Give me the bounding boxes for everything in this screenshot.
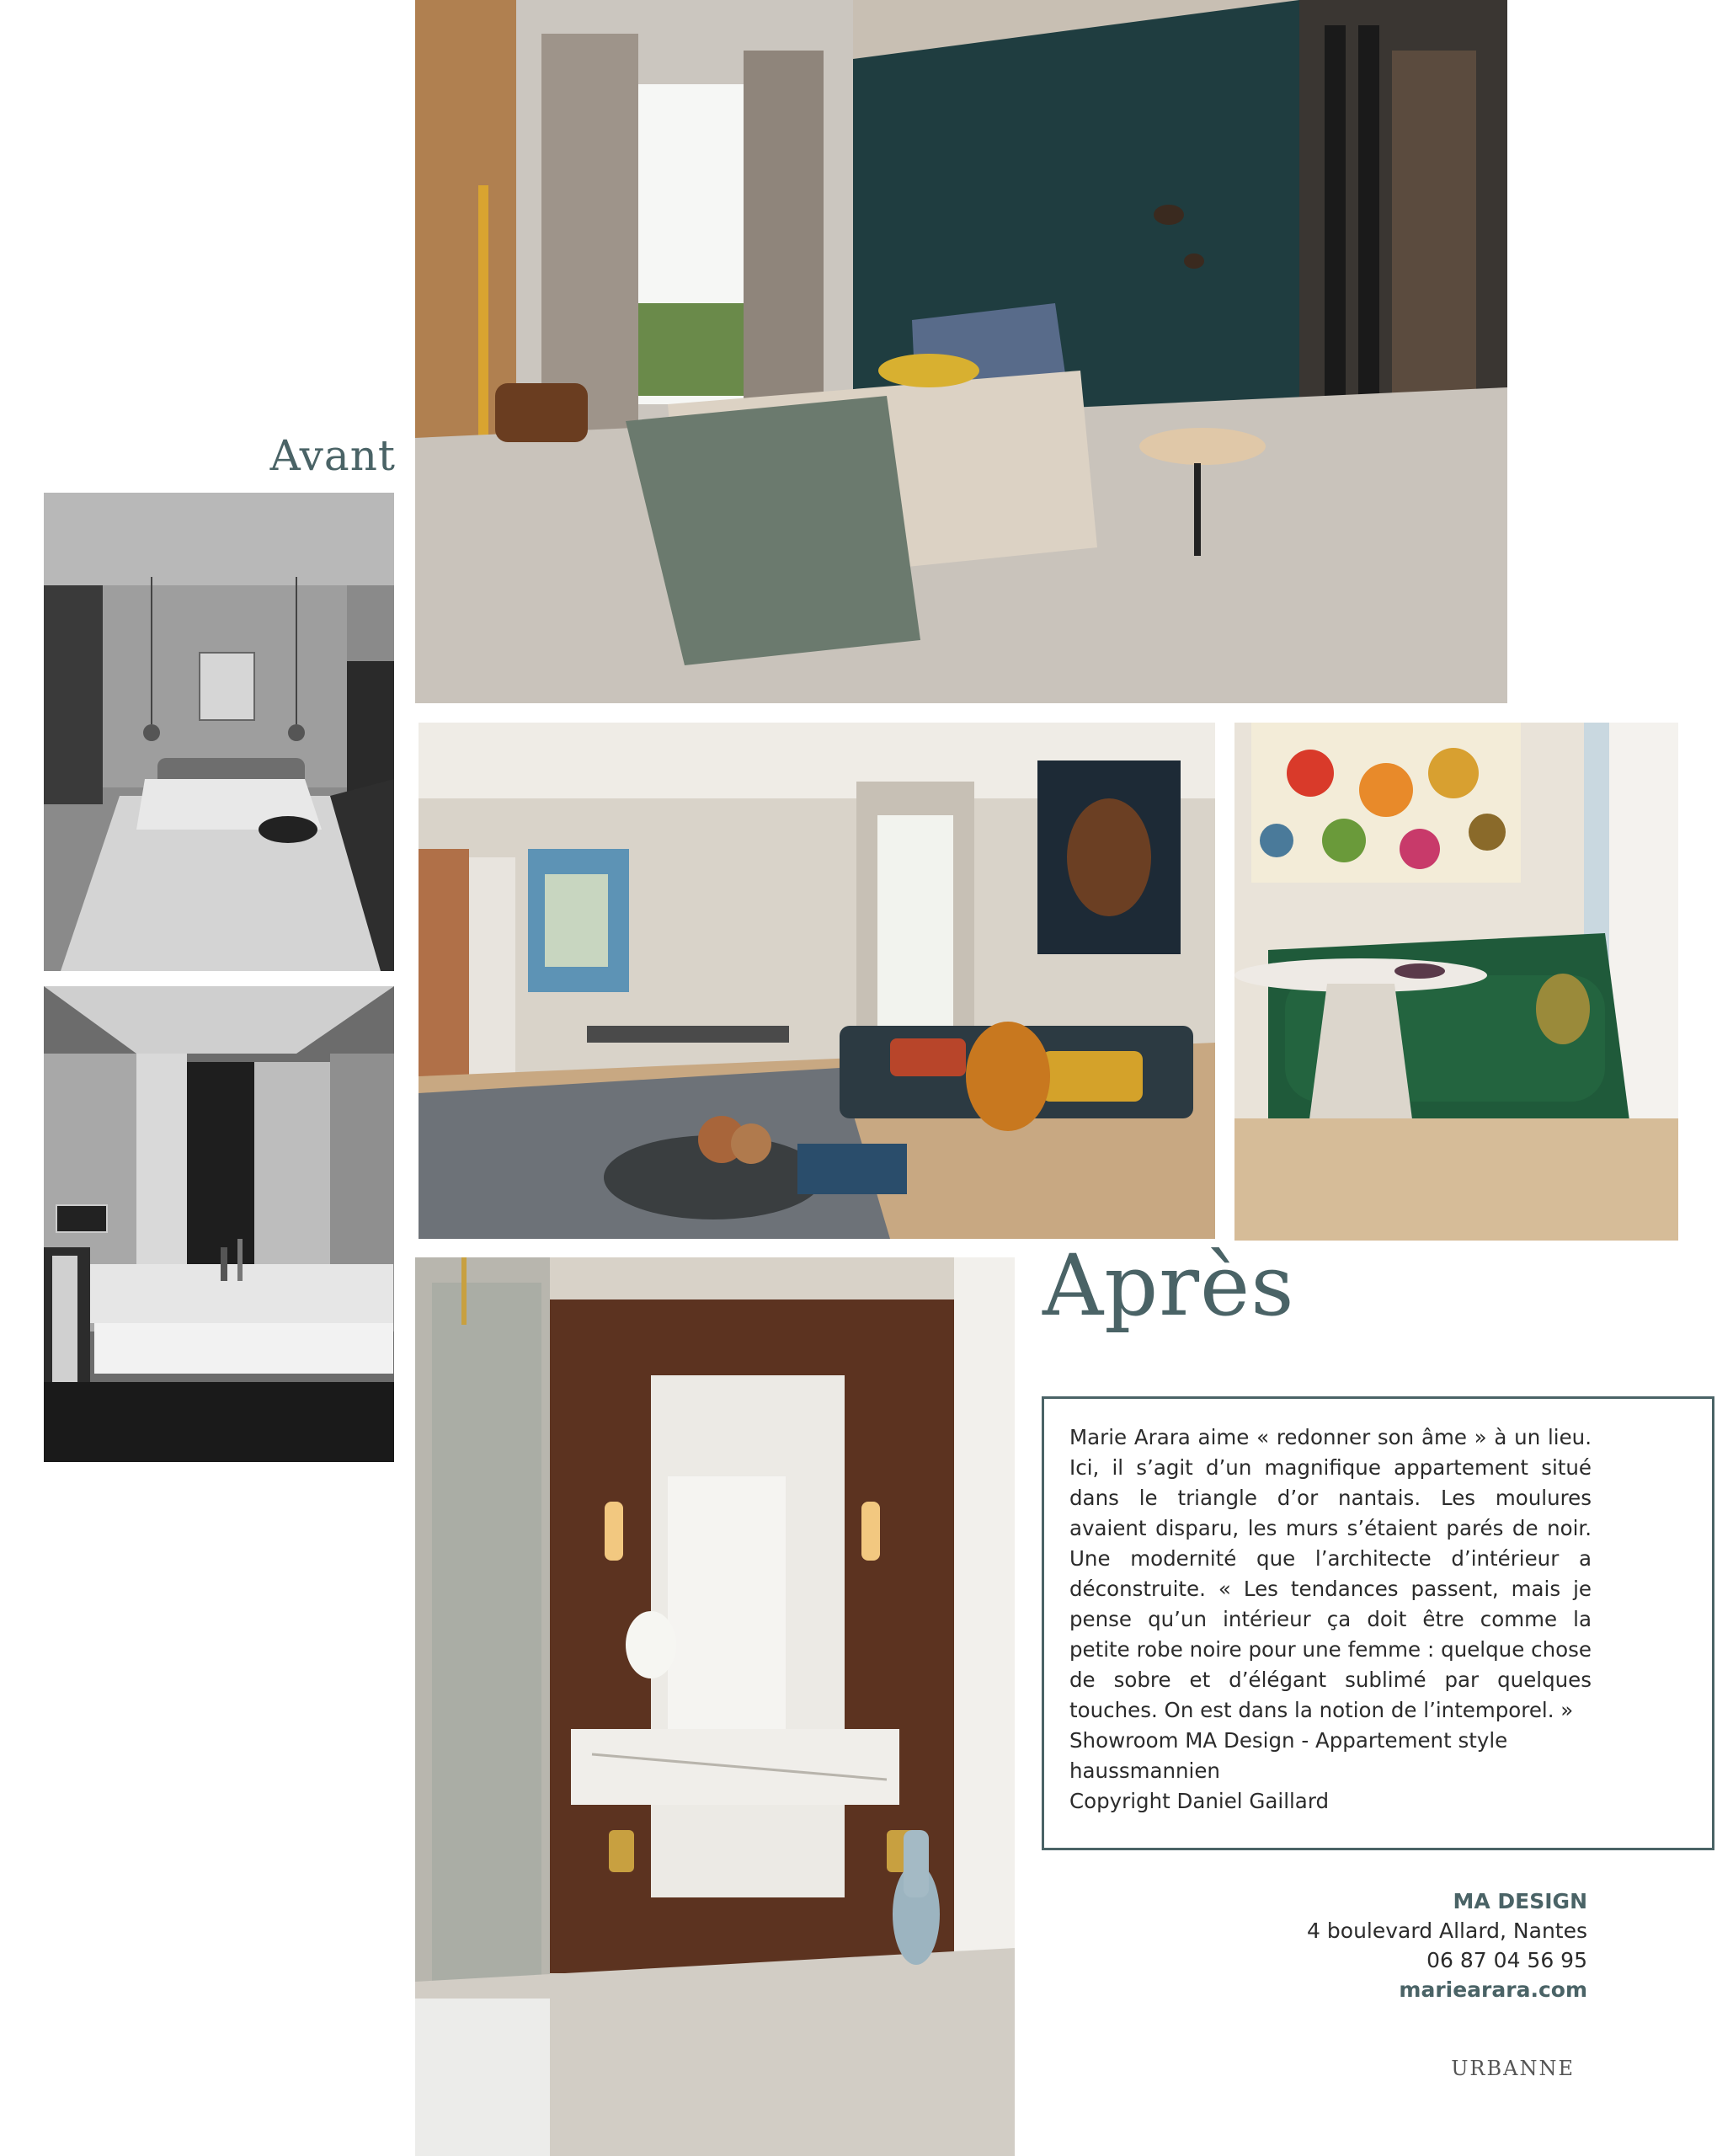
article-body: Marie Arara aime « redonner son âme » à un lieu. Ici, il s’agit d’un magnifique appartement situé dans le triangle d’or nantais. Les moulures avaient disparu, les murs s’étaient parés de noir. Une modernité que l’architecte d’intérieur a déconstruite. « Les tendances passent, mais je pense qu’un intérieur ça doit être comme la petite robe noire pour une femme : quelque chose de sobre et d’élégant sublimé par quelques touches. On est dans la notion de l’intemporel. » bbox=[1069, 1425, 1592, 1722]
after-bedroom-photo bbox=[415, 0, 1507, 703]
article-caption-line-1: Showroom MA Design - Appartement style bbox=[1069, 1728, 1508, 1753]
contact-block bbox=[1196, 1886, 1587, 2004]
contact-phone: 06 87 04 56 95 bbox=[1426, 1948, 1587, 1972]
article-box bbox=[1042, 1396, 1714, 1850]
contact-address: 4 boulevard Allard, Nantes bbox=[1307, 1919, 1587, 1943]
article-copyright: Copyright Daniel Gaillard bbox=[1069, 1789, 1330, 1813]
article-caption-line-2: haussmannien bbox=[1069, 1758, 1220, 1783]
before-label: Avant bbox=[269, 431, 396, 480]
after-bathroom-photo bbox=[415, 1257, 1015, 2156]
before-bathroom-photo bbox=[44, 986, 394, 1462]
contact-website-link[interactable]: mariearara.com bbox=[1399, 1977, 1587, 2002]
magazine-name: URBANNE bbox=[1451, 2057, 1575, 2080]
after-living-room-photo bbox=[419, 723, 1215, 1239]
contact-brand: MA DESIGN bbox=[1453, 1889, 1587, 1913]
after-dining-nook-photo bbox=[1234, 723, 1678, 1241]
after-label: Après bbox=[1042, 1236, 1295, 1335]
before-bedroom-photo bbox=[44, 493, 394, 971]
